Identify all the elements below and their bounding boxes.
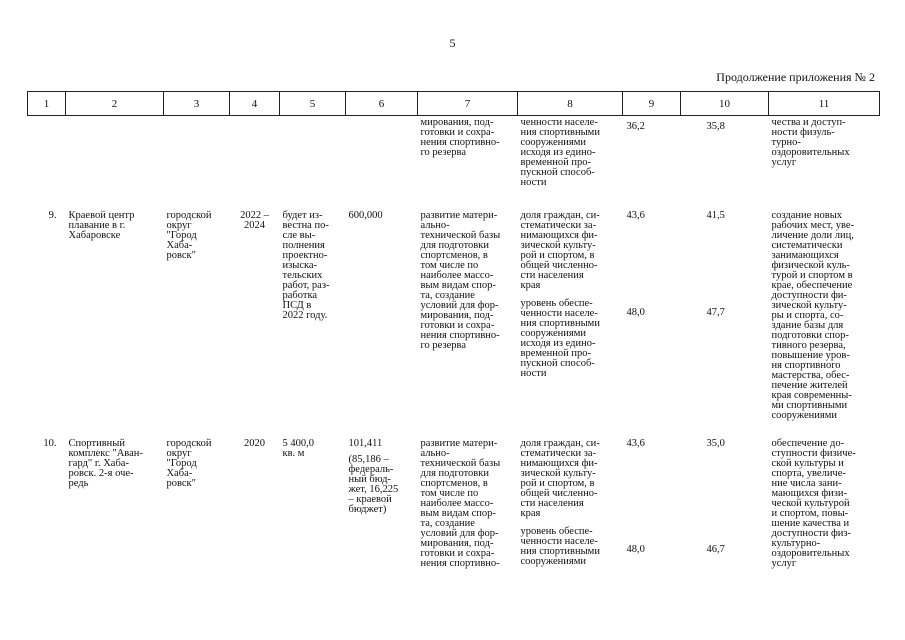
cell-text: чества и доступ- ности физуль- турно- оздоровительных услуг — [771, 117, 850, 168]
target-cell — [681, 439, 769, 569]
column-header: 7 — [418, 92, 518, 116]
indicator-capacity: уровень обеспе- ченности населе- ния спортивными сооружениями исходя из едино- временной про- пускной способ- ности — [520, 298, 600, 379]
column-header: 3 — [164, 92, 230, 116]
row-number: 9. — [48, 210, 57, 221]
effect-cell: создание новых рабочих мест, уве- личение доли лиц, систематически занимающихся физической куль- турой и спортом в крае, обеспечение доступности фи- зической культу- ры и спорта, со- здание базы для подготовки спор- тивного резерва, повышение уров- ня спортивного мастерства, обес- печение жителей края современны- ми спортивными сооружениями — [771, 210, 855, 421]
table-row-continuation — [28, 116, 880, 189]
effect-cell: обеспечение до- ступности физиче- ской культуры и спорта, увеличе- ние числа зани- мающихся физи- ческой культурой и спортом, повы- шение качества и доступности физ- культурно- оздоровительных услуг — [771, 438, 856, 569]
appendix-label: Продолжение приложения № 2 — [716, 70, 875, 84]
goal-cell — [418, 116, 518, 189]
object-name: Краевой центр плавание в г. Хабаровске — [68, 210, 135, 241]
period: 2020 — [244, 438, 265, 449]
capacity: 5 400,0 кв. м — [282, 438, 314, 459]
column-header: 9 — [623, 92, 681, 116]
table-row — [28, 211, 880, 421]
cost-breakdown: (85,186 – федераль- ный бюд- жет, 16,225 – краевой бюджет) — [348, 454, 399, 515]
target-capacity: 46,7 — [706, 544, 725, 555]
indicator-share: доля граждан, си- стематически за- нимающихся фи- зической культу- рой и спортом, в общей численно- сти населения края — [520, 210, 600, 291]
location: городской округ "Город Хаба- ровск" — [166, 210, 212, 261]
baseline-capacity: 48,0 — [626, 307, 645, 318]
target-share: 35,0 — [706, 438, 725, 449]
period: 2022 – 2024 — [240, 210, 269, 231]
target-capacity: 47,7 — [706, 307, 725, 318]
table-header-row — [28, 92, 880, 116]
cell-text: ченности населе- ния спортивными сооружениями исходя из едино- временной про- пускной способ- ности — [520, 117, 600, 188]
location: городской округ "Город Хаба- ровск" — [166, 438, 212, 489]
goal-cell: развитие матери- ально- технической базы для подготовки спортсменов, в том числе по наиболее массо- вым видам спор- та, создание условий для фор- мирования, под- готовки и сохра- нения спортивно- го резерва — [420, 210, 501, 351]
column-header: 11 — [769, 92, 880, 116]
table-row — [28, 439, 880, 569]
cost — [346, 211, 418, 421]
indicator-cell — [518, 116, 623, 189]
object-name: Спортивный комплекс "Аван- гард" г. Хаба- ровск. 2-я оче- редь — [68, 438, 143, 489]
baseline-share: 43,6 — [626, 438, 645, 449]
effect-cell — [769, 116, 880, 189]
cost — [346, 439, 418, 569]
target-share: 41,5 — [706, 210, 725, 221]
cell-text: 35,8 — [706, 121, 725, 132]
appendix-table — [27, 91, 880, 569]
capacity: будет из- вестна по- сле вы- полнения проектно- изыска- тельских работ, раз- работка ПСД в 2022 году. — [282, 210, 330, 321]
row-number: 10. — [43, 438, 57, 449]
column-header: 6 — [346, 92, 418, 116]
indicator-capacity: уровень обеспе- ченности населе- ния спортивными сооружениями — [520, 526, 600, 567]
column-header: 4 — [230, 92, 280, 116]
goal-cell: развитие матери- ально- технической базы для подготовки спортсменов, в том числе по наиболее массо- вым видам спор- та, создание условий для фор- мирования, под- готовки и сохра- нения спортивно- — [420, 438, 501, 569]
baseline-cell — [623, 211, 681, 421]
indicator-cell — [518, 439, 623, 569]
column-header: 5 — [280, 92, 346, 116]
cost-total: 101,411 — [348, 438, 383, 449]
indicator-share: доля граждан, си- стематически за- нимающихся фи- зической культу- рой и спортом, в общей численно- сти населения края — [520, 438, 600, 519]
baseline-cell — [623, 116, 681, 189]
page-number: 5 — [449, 36, 456, 50]
target-cell — [681, 211, 769, 421]
column-header: 2 — [66, 92, 164, 116]
indicator-cell — [518, 211, 623, 421]
column-header: 1 — [28, 92, 66, 116]
cost-total: 600,000 — [348, 210, 383, 221]
baseline-share: 43,6 — [626, 210, 645, 221]
column-header: 10 — [681, 92, 769, 116]
baseline-capacity: 48,0 — [626, 544, 645, 555]
baseline-cell — [623, 439, 681, 569]
cell-text: 36,2 — [626, 121, 645, 132]
target-cell — [681, 116, 769, 189]
column-header: 8 — [518, 92, 623, 116]
cell-text: мирования, под- готовки и сохра- нения спортивно- го резерва — [420, 117, 500, 158]
